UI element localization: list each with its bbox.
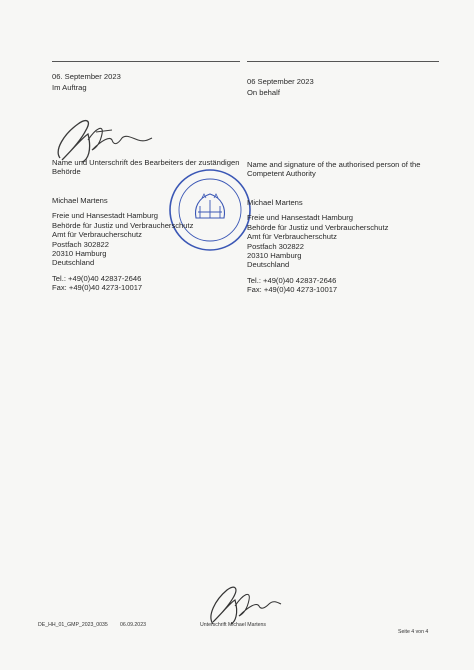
address-line: 20310 Hamburg bbox=[52, 249, 107, 259]
address-line: Amt für Verbraucherschutz bbox=[52, 230, 142, 240]
phone-en: Tel.: +49(0)40 42837-2646 bbox=[247, 275, 337, 285]
address-line: Postfach 302822 bbox=[52, 239, 109, 249]
footer-doc-id: DE_HH_01_GMP_2023_0035 bbox=[38, 622, 108, 628]
address-block-de bbox=[52, 196, 193, 293]
address-line: Deutschland bbox=[52, 258, 95, 268]
signature-line-left bbox=[52, 61, 240, 62]
contact-name-en: Michael Martens bbox=[247, 198, 303, 207]
signature-line-right bbox=[247, 61, 439, 62]
fax-de: Fax: +49(0)40 4273-10017 bbox=[52, 283, 143, 293]
footer-doc-date: 06.09.2023 bbox=[120, 622, 146, 628]
address-line: Freie und Hansestadt Hamburg bbox=[247, 213, 353, 223]
address-line: Behörde für Justiz und Verbraucherschutz bbox=[52, 220, 194, 230]
on-behalf-de: Im Auftrag bbox=[52, 83, 87, 92]
address-line: Amt für Verbraucherschutz bbox=[247, 232, 337, 242]
address-line: Deutschland bbox=[247, 260, 290, 270]
address-block-en bbox=[247, 198, 388, 295]
fax-en: Fax: +49(0)40 4273-10017 bbox=[247, 285, 338, 295]
address-line: Postfach 302822 bbox=[247, 241, 304, 251]
date-en: 06 September 2023 bbox=[247, 77, 314, 86]
phone-de: Tel.: +49(0)40 42837-2646 bbox=[52, 273, 142, 283]
footer-page-number: Seite 4 von 4 bbox=[398, 629, 429, 635]
address-line: Freie und Hansestadt Hamburg bbox=[52, 211, 158, 221]
address-line: Behörde für Justiz und Verbraucherschutz bbox=[247, 222, 389, 232]
footer-signer: Unterschrift Michael Martens bbox=[200, 622, 267, 628]
signature-caption-en: Name and signature of the authorised person of the Competent Authority bbox=[247, 160, 421, 179]
date-de: 06. September 2023 bbox=[52, 72, 121, 81]
signature-caption-de: Name und Unterschrift des Bearbeiters der zuständigen Behörde bbox=[52, 158, 240, 177]
address-line: 20310 Hamburg bbox=[247, 251, 302, 261]
on-behalf-en: On behalf bbox=[247, 88, 280, 97]
contact-name-de: Michael Martens bbox=[52, 196, 108, 205]
